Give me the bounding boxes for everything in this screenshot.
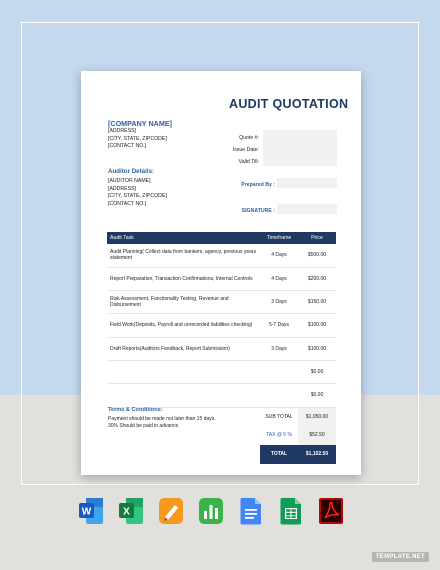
table-row xyxy=(107,244,336,267)
auditor-contact: [CONTACT NO.] xyxy=(108,200,147,207)
template-net-logo[interactable]: TEMPLATE.NET xyxy=(372,552,429,562)
auditor-name: [AUDITOR NAME] xyxy=(108,178,151,184)
task-cell xyxy=(107,360,260,383)
subtotal-value: $1,050.00 xyxy=(298,407,336,426)
table-row xyxy=(107,337,336,360)
price-cell: $150.00 xyxy=(298,291,336,314)
price-cell: $500.00 xyxy=(298,244,336,267)
google-docs-icon[interactable] xyxy=(238,496,264,526)
company-address: [ADDRESS] xyxy=(108,128,136,134)
company-contact: [CONTACT NO.] xyxy=(108,143,147,150)
timeframe-cell: 4 Days xyxy=(260,267,298,290)
total-row xyxy=(107,445,336,464)
prepared-by-label: Prepared By : xyxy=(241,182,275,188)
quote-fields-box[interactable] xyxy=(263,130,337,167)
total-label: TOTAL xyxy=(260,445,298,464)
price-cell: $0.00 xyxy=(298,384,336,407)
prepared-by-field[interactable] xyxy=(277,178,337,189)
table-row xyxy=(107,384,336,407)
subtotal-label: SUB TOTAL xyxy=(265,413,293,420)
terms-line-2: 30% Should be paid in advance xyxy=(108,423,179,429)
task-cell: Draft Reports(Auditors Feedback, Report Submission) xyxy=(107,337,260,360)
task-cell: Report Preparation, Transaction Confirmations, Internal Controls xyxy=(107,267,260,290)
timeframe-cell: 3 Days xyxy=(260,291,298,314)
task-cell xyxy=(107,384,260,407)
signature-field[interactable] xyxy=(277,204,337,215)
timeframe-cell: 4 Days xyxy=(260,244,298,267)
file-format-icons xyxy=(78,496,348,528)
task-cell: Field Work(Deposits, Payroll and unrecorded liabilities checking) xyxy=(107,314,260,337)
task-cell: Audit Planning( Collect data from bankers, agency, previous years statement xyxy=(107,244,260,267)
numbers-icon[interactable] xyxy=(198,496,224,526)
document-title: AUDIT QUOTATION xyxy=(229,97,349,111)
issue-date-label: Issue Date: xyxy=(232,147,259,153)
price-cell: $100.00 xyxy=(298,337,336,360)
table-row xyxy=(107,314,336,337)
company-details xyxy=(108,128,167,151)
price-cell: $200.00 xyxy=(298,267,336,290)
pdf-icon[interactable] xyxy=(318,496,344,526)
google-sheets-icon[interactable] xyxy=(278,496,304,526)
total-value: $1,102.50 xyxy=(298,445,336,464)
header-audit-task: Audit Task xyxy=(107,232,260,244)
price-cell: $0.00 xyxy=(298,360,336,383)
company-city: [CITY, STATE, ZIPCODE] xyxy=(108,135,167,142)
terms-line-1: Payment should be made not later than 15 days. xyxy=(108,416,216,422)
auditor-address: [ADDRESS] xyxy=(108,185,136,192)
header-price: Price xyxy=(298,232,336,244)
quote-number-label: Quote #: xyxy=(239,135,259,141)
table-header-row xyxy=(107,232,336,244)
timeframe-cell: 5-7 Days xyxy=(260,314,298,337)
price-cell: $100.00 xyxy=(298,314,336,337)
timeframe-cell xyxy=(260,384,298,407)
company-name: [COMPANY NAME] xyxy=(108,119,173,128)
table-row xyxy=(107,360,336,383)
terms-section xyxy=(108,407,216,430)
auditor-city: [CITY, STATE, ZIPCODE] xyxy=(108,193,167,200)
auditor-details xyxy=(108,178,167,208)
tax-value: $52.50 xyxy=(298,426,336,445)
timeframe-cell: 3 Days xyxy=(260,337,298,360)
table-row xyxy=(107,291,336,314)
task-cell: Risk Assessment, Functionality Testing, Revenue and Disbursement xyxy=(107,291,260,314)
valid-till-label: Valid Till: xyxy=(238,159,259,165)
auditor-heading: Auditor Details: xyxy=(108,168,155,175)
word-icon[interactable] xyxy=(78,496,104,526)
quotation-document xyxy=(81,71,361,475)
pages-icon[interactable] xyxy=(158,496,184,526)
table-row xyxy=(107,267,336,290)
svg-text:W: W xyxy=(81,506,92,518)
header-timeframe: Timeframe xyxy=(260,232,298,244)
excel-icon[interactable] xyxy=(118,496,144,526)
tax-label: TAX @ 5 % xyxy=(266,432,292,439)
terms-heading: Terms & Conditions: xyxy=(108,407,163,413)
svg-text:X: X xyxy=(123,506,130,518)
signature-label: SIGNATURE : xyxy=(241,208,275,214)
timeframe-cell xyxy=(260,360,298,383)
